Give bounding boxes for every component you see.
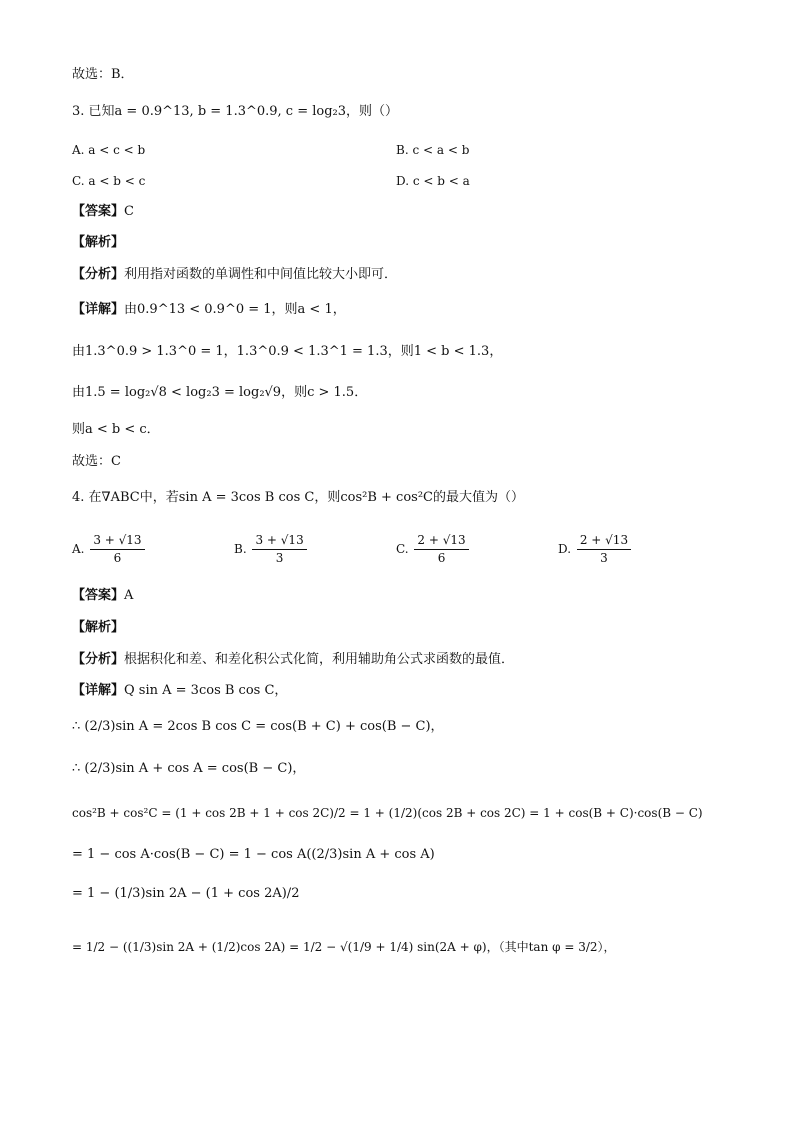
q4-analysis-tag: 【解析】 — [72, 620, 125, 635]
q4-stem: 4. 在∇ABC中，若sin A = 3cos B cos C，则cos²B + cos²C的最大值为（） — [72, 490, 524, 505]
q3-option-c: C. a < b < c — [72, 174, 146, 188]
q4-detail-6: = 1 − (1/3)sin 2A − (1 + cos 2A)/2 — [72, 886, 300, 901]
q4-detail-4: cos²B + cos²C = (1 + cos 2B + 1 + cos 2C)/2 = 1 + (1/2)(cos 2B + cos 2C) = 1 + cos(B + C)·cos(B − C) — [72, 806, 703, 820]
q4-answer: 【答案】A — [72, 588, 134, 603]
q4-fenxi: 【分析】根据积化和差、和差化积公式化简，利用辅助角公式求函数的最值． — [72, 652, 515, 667]
q2-conclusion: 故选：B． — [72, 67, 134, 82]
q3-answer — [72, 203, 134, 221]
q4-option-d: D. $\frac{2 + √13}{3}$ — [558, 532, 633, 567]
q4-option-b: B. $\frac{3 + √13}{3}$ — [234, 532, 309, 567]
answer-tag: 【答案】 — [72, 204, 125, 219]
q3-option-b: B. c < a < b — [396, 143, 470, 157]
q3-detail-4: 则a < b < c． — [72, 422, 160, 437]
answer-value: C — [124, 204, 134, 219]
q4-detail-5: = 1 − cos A·cos(B − C) = 1 − cos A((2/3)sin A + cos A) — [72, 847, 435, 862]
q3-detail-3: 由1.5 = log₂√8 < log₂3 = log₂√9，则c > 1.5． — [72, 385, 368, 400]
q3-fenxi: 【分析】利用指对函数的单调性和中间值比较大小即可． — [72, 267, 398, 282]
q3-stem: 3. 已知a = 0.9^13, b = 1.3^0.9, c = log₂3，则（） — [72, 104, 399, 119]
q3-detail-2: 由1.3^0.9 > 1.3^0 = 1，1.3^0.9 < 1.3^1 = 1.3，则1 < b < 1.3， — [72, 344, 503, 359]
q4-detail-7: = 1/2 − ((1/3)sin 2A + (1/2)cos 2A) = 1/2 − √(1/9 + 1/4) sin(2A + φ)，（其中tan φ = 3/2）， — [72, 940, 616, 954]
q4-option-a: A. $\frac{3 + √13}{6}$ — [72, 532, 147, 567]
q4-detail-2: ∴ (2/3)sin A = 2cos B cos C = cos(B + C) + cos(B − C)， — [72, 719, 444, 734]
q3-conclusion: 故选：C — [72, 454, 121, 469]
q4-detail-3: ∴ (2/3)sin A + cos A = cos(B − C)， — [72, 761, 306, 776]
q3-detail-1: 【详解】由0.9^13 < 0.9^0 = 1，则a < 1， — [72, 302, 346, 317]
q3-option-a: A. a < c < b — [72, 143, 146, 157]
q4-detail-1: 【详解】Q sin A = 3cos B cos C， — [72, 683, 288, 698]
q4-option-c: C. $\frac{2 + √13}{6}$ — [396, 532, 471, 567]
q3-option-d: D. c < b < a — [396, 174, 470, 188]
q3-analysis-tag: 【解析】 — [72, 235, 125, 250]
